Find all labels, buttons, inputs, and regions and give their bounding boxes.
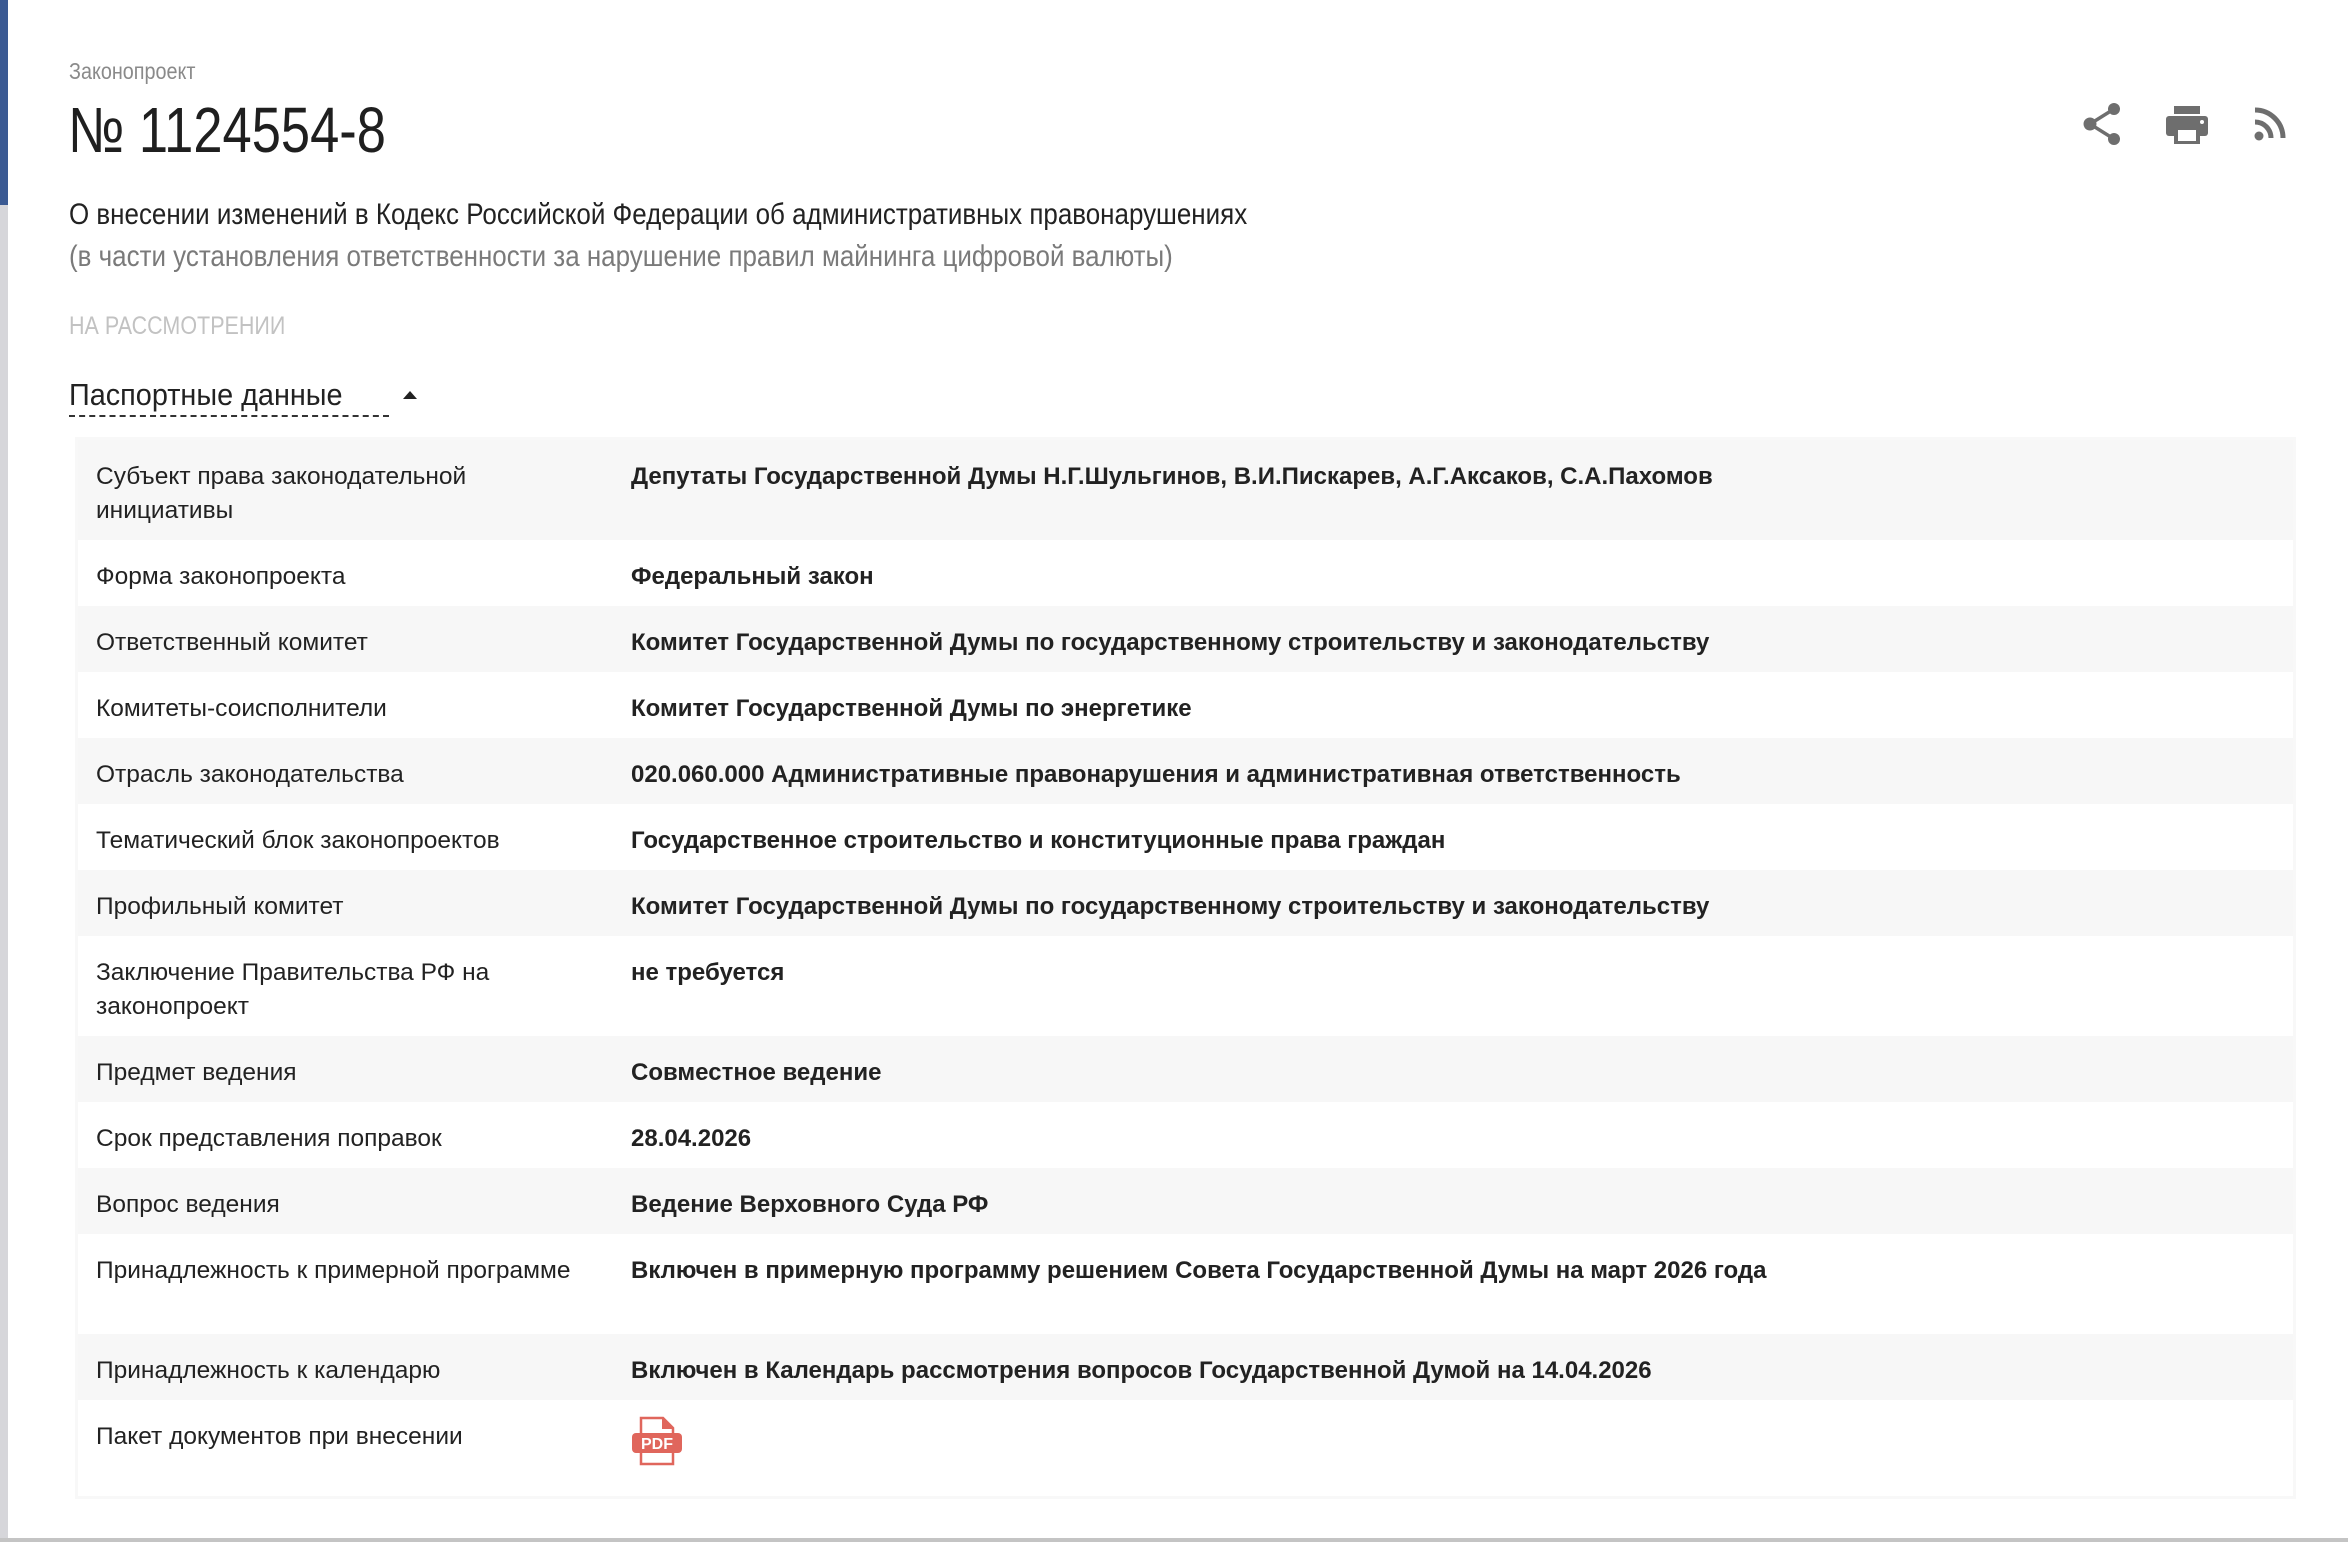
left-edge-strip [0, 0, 8, 1542]
row-value: 020.060.000 Административные правонарушения и административная ответственность [631, 761, 1681, 788]
table-row [78, 672, 2293, 738]
pdf-icon[interactable] [631, 1416, 683, 1466]
table-row [78, 1234, 2293, 1334]
bill-subdescription [69, 238, 1345, 276]
row-value [631, 1420, 2293, 1476]
table-row [78, 540, 2293, 606]
row-value: Включен в Календарь рассмотрения вопросов Государственной Думой на 14.04.2026 [631, 1357, 1652, 1384]
page-bottom-border [0, 1538, 2348, 1542]
rss-icon[interactable] [2250, 104, 2294, 144]
passport-data-toggle[interactable] [69, 376, 417, 417]
row-label: Пакет документов при внесении [96, 1423, 463, 1450]
row-value: Федеральный закон [631, 563, 874, 590]
table-row [78, 606, 2293, 672]
share-icon[interactable] [2080, 102, 2124, 146]
bill-number-text: № 1124554-8 [68, 94, 386, 166]
row-label: Принадлежность к примерной программе [96, 1257, 571, 1284]
row-value: Комитет Государственной Думы по государственному строительству и законодательству [631, 893, 1710, 920]
row-value: Комитет Государственной Думы по энергетике [631, 695, 1192, 722]
passport-data-table [75, 437, 2296, 1499]
row-label: Профильный комитет [96, 893, 344, 920]
row-value: Включен в примерную программу решением Совета Государственной Думы на март 2026 года [631, 1257, 1767, 1284]
page-kicker [69, 58, 216, 85]
row-label: Отрасль законодательства [96, 761, 404, 788]
row-label: Комитеты-соисполнители [96, 695, 387, 722]
caret-up-icon[interactable] [403, 391, 417, 399]
table-row [78, 870, 2293, 936]
row-value: Ведение Верховного Суда РФ [631, 1191, 989, 1218]
bill-description-text: О внесении изменений в Кодекс Российской Федерации об административных правонарушениях [69, 198, 1248, 231]
table-row [78, 936, 2293, 1036]
row-label: Заключение Правительства РФ на законопроект [96, 959, 490, 1020]
row-label: Тематический блок законопроектов [96, 827, 500, 854]
svg-text:PDF: PDF [641, 1436, 673, 1453]
row-value: Совместное ведение [631, 1059, 882, 1086]
row-value: Депутаты Государственной Думы Н.Г.Шульгинов, В.И.Пискарев, А.Г.Аксаков, С.А.Пахомов [631, 463, 1713, 490]
table-row [78, 1102, 2293, 1168]
row-label: Форма законопроекта [96, 563, 346, 590]
row-label: Вопрос ведения [96, 1191, 280, 1218]
print-icon[interactable] [2162, 102, 2214, 146]
table-row [78, 804, 2293, 870]
table-row [78, 1036, 2293, 1102]
bill-description [69, 196, 1431, 234]
left-edge-accent [0, 0, 8, 205]
bill-card [8, 0, 2348, 1538]
page-title [68, 92, 456, 168]
row-value: 28.04.2026 [631, 1125, 752, 1152]
table-row [78, 1400, 2293, 1496]
passport-data-toggle-label[interactable] [69, 376, 389, 417]
row-value: Государственное строительство и конституционные права граждан [631, 827, 1446, 854]
kicker-text: Законопроект [69, 58, 196, 84]
status-text: НА РАССМОТРЕНИИ [69, 312, 286, 340]
row-value: Комитет Государственной Думы по государственному строительству и законодательству [631, 629, 1710, 656]
bill-subdescription-text: (в части установления ответственности за нарушение правил майнинга цифровой валюты) [69, 240, 1173, 273]
status-badge [69, 312, 321, 341]
row-label: Ответственный комитет [96, 629, 368, 656]
table-row [78, 738, 2293, 804]
table-row [78, 1168, 2293, 1234]
row-label: Срок представления поправок [96, 1125, 442, 1152]
table-row [78, 1334, 2293, 1400]
row-label: Субъект права законодательной инициативы [96, 463, 467, 524]
row-label: Принадлежность к календарю [96, 1357, 441, 1384]
table-row [78, 440, 2293, 540]
toggle-label-text: Паспортные данные [69, 377, 343, 412]
row-value: не требуется [631, 959, 785, 986]
row-label: Предмет ведения [96, 1059, 297, 1086]
